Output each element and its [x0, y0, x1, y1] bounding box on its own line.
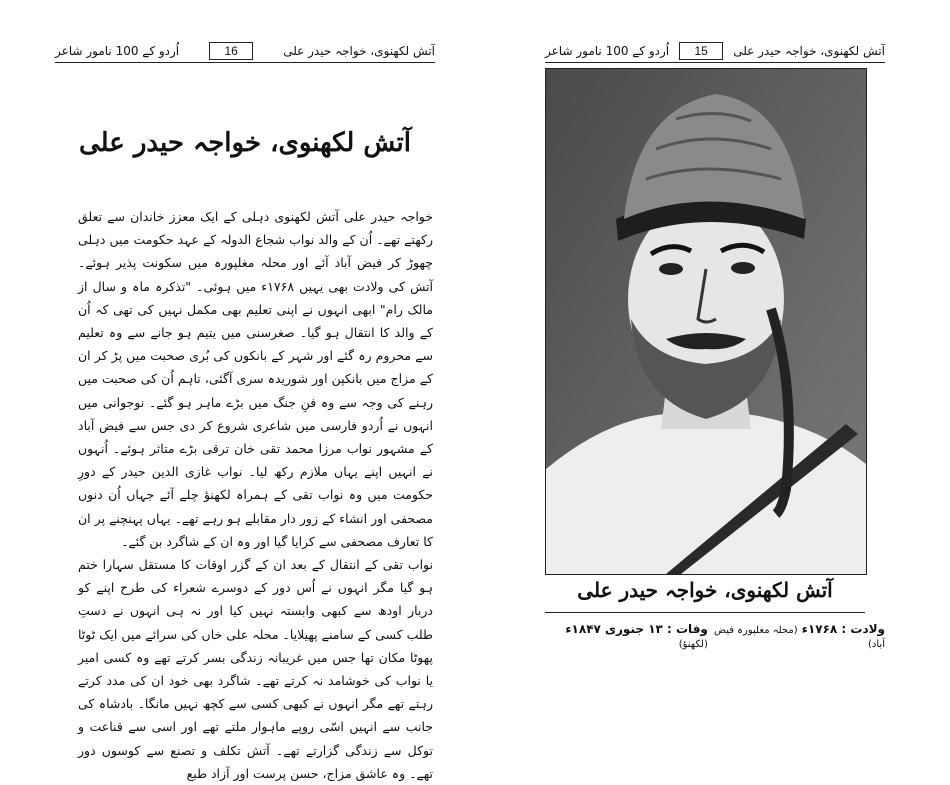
page-number: 15: [679, 42, 722, 60]
paragraph: نواب تقی کے انتقال کے بعد ان کے گزر اوقات کا مستقل سہارا ختم ہو گیا مگر انہوں نے اُس دور کے دوسرے شعراء کی طرح اپنے کو دربار اودھ سے کبھی وابستہ نہیں کیا اور نہ ہی انہوں نے دستِ طلب کسی کے سامنے پھیلایا۔ محلہ علی خاں کی سرائے میں ایک ٹوٹا پھوٹا مکان تھا جس میں غریبانہ زندگی بسر کرتے تھے وہ کسی امیر یا نواب کی خوشامد نہ کرتے تھے۔ شاگرد بھی خود ان کی مدد کرتے رہتے تھے مگر انہوں نے کبھی کسی سے کچھ نہیں مانگا۔ بادشاہ کی جانب سے انہیں اسّی روپے ماہوار ملتے تھے اور اسی سے قناعت و توکل سے زندگی گزارتے تھے۔ آتش تکلف و تصنع سے کوسوں دور تھے۔ وہ عاشق مزاج، حسن پرست اور آزاد طبع: [78, 557, 433, 781]
birth-info: [708, 622, 885, 650]
page-number: 16: [209, 42, 252, 60]
article-body: [78, 205, 433, 785]
page-header: [545, 40, 885, 62]
portrait-image: [545, 68, 867, 575]
right-page: [475, 0, 950, 671]
portrait-caption: آتش لکھنوی، خواجہ حیدر علی: [577, 578, 833, 602]
birth-date: ولادت : ۱۷۶۸ء: [801, 622, 885, 636]
caption-divider: [545, 612, 865, 613]
page-header: [55, 40, 435, 62]
book-title: اُردو کے 100 نامور شاعر: [545, 44, 670, 58]
left-page: [0, 0, 475, 781]
life-dates: [545, 622, 885, 650]
death-date: وفات : ۱۳ جنوری ۱۸۴۷ء: [565, 622, 708, 636]
birth-place: (محلہ مغلپورہ فیض آباد): [713, 625, 885, 650]
header-divider: [55, 62, 435, 63]
header-title: آتش لکھنوی، خواجہ حیدر علی: [283, 44, 435, 58]
paragraph: خواجہ حیدر علی آتش لکھنوی دہلی کے ایک معزز خاندان سے تعلق رکھتے تھے۔ اُن کے والد نواب شجاع الدولہ کے عہد حکومت میں دہلی چھوڑ کر فیض آباد آئے اور محلہ مغلپورہ میں سکونت پذیر ہوئے۔ آتش کی ولادت بھی یہیں ۱۷۶۸ء میں ہوئی۔ "تذکرہ ماہ و سال از مالک رام" ابھی انہوں نے اپنی تعلیم بھی مکمل نہیں کی تھی کہ اُن کے والد کا انتقال ہو گیا۔ صغرسنی میں یتیم ہو جانے سے وہ تعلیم سے محروم رہ گئے اور شہر کے بانکوں کی بُری صحبت میں پڑ کر ان کے مزاج میں بانکپن اور شوریدہ سری آگئی، تاہم اُن کی صحبت میں رہنے کی وجہ سے وہ فنِ جنگ میں بڑے ماہر ہو گئے۔ نوجوانی میں انہوں نے اُردو فارسی میں شاعری شروع کر دی جس سے فیض آباد کے مشہور نواب مرزا محمد تقی خان ترقی بڑے متاثر ہوئے۔ اُنہوں نے انہیں اپنے یہاں ملازم رکھ لیا۔ نواب غازی الدین حیدر کے دورِ حکومت میں وہ نواب تقی کے ہمراہ لکھنؤ چلے آئے جہاں اُن دنوں مصحفی اور انشاء کے زور دار مقابلے ہو رہے تھے۔ یہاں پہنچنے پر ان کا تعارف مصحفی سے کرایا گیا اور وہ ان کے شاگرد بن گئے۔: [78, 209, 433, 549]
portrait-illustration: [546, 69, 866, 574]
header-divider: [545, 62, 885, 63]
header-title: آتش لکھنوی، خواجہ حیدر علی: [733, 44, 885, 58]
death-info: [545, 622, 708, 650]
book-title: اُردو کے 100 نامور شاعر: [55, 44, 180, 58]
death-place: (لکھنؤ): [678, 639, 708, 650]
article-title: آتش لکھنوی، خواجہ حیدر علی: [78, 128, 412, 158]
